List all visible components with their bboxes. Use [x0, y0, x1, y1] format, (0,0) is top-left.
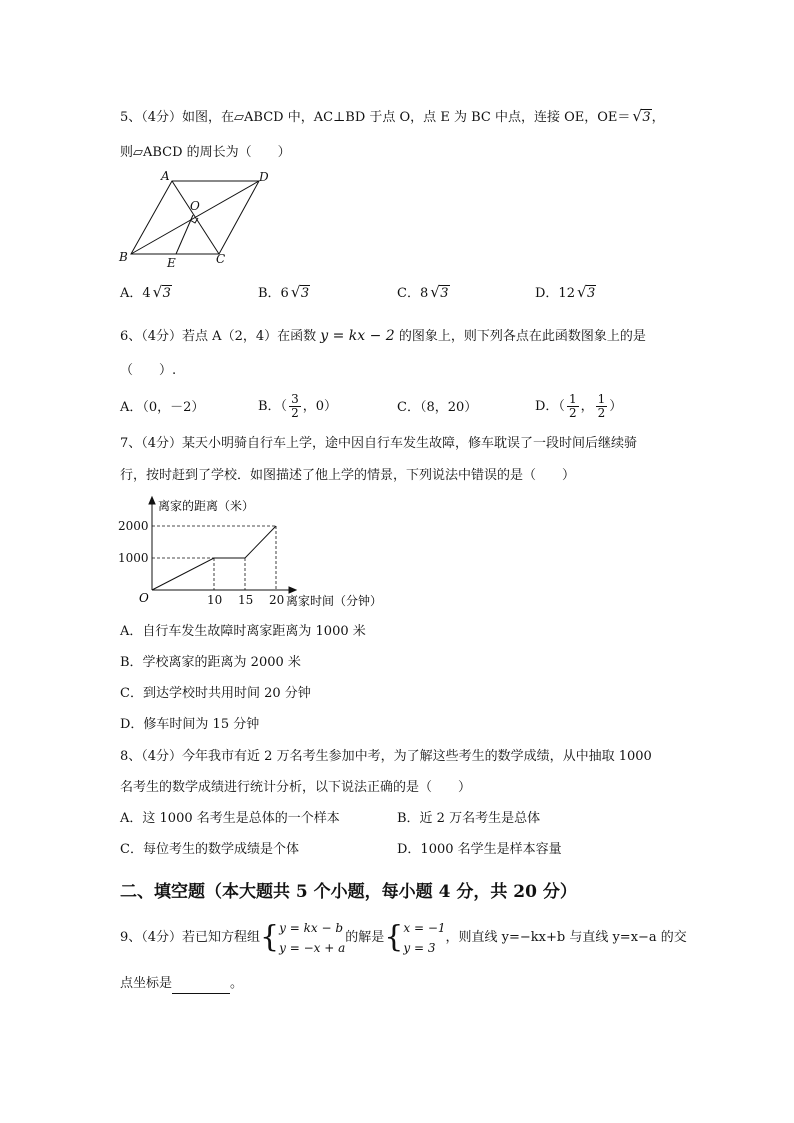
q5-line2: 则▱ABCD 的周长为（ ）	[120, 145, 291, 160]
q5-option-a	[120, 283, 172, 305]
q6-text-post: 的图象上，则下列各点在此函数图象上的是	[398, 329, 646, 344]
option-text: A．4	[120, 286, 151, 301]
label-e: E	[167, 256, 176, 270]
q5-option-c	[397, 283, 450, 305]
numerator: 1	[597, 392, 606, 406]
y-tick-label: 2000	[118, 519, 149, 533]
option-text: ，0）	[302, 399, 337, 414]
q6-line2: （ ）.	[120, 363, 177, 378]
option-text: B．（	[258, 399, 288, 414]
label-b: B	[119, 250, 128, 264]
solution-2: y = 3	[403, 940, 436, 955]
radicand: 3	[300, 286, 310, 301]
q7-option-d: D．修车时间为 15 分钟	[120, 717, 260, 732]
q6-line1	[120, 326, 646, 347]
q6-option-a: A．（0，－2）	[120, 400, 205, 415]
q8-option-c: C．每位考生的数学成绩是个体	[120, 842, 299, 857]
numerator: 1	[568, 392, 577, 406]
solution-system	[403, 918, 445, 958]
option-text: ）	[609, 399, 623, 414]
fraction	[596, 393, 608, 420]
q9-text-pre: 9、（4分）若已知方程组	[120, 930, 261, 945]
label-d: D	[259, 170, 269, 184]
q9-line2	[120, 974, 243, 994]
solution-1: x = −1	[403, 920, 446, 935]
label-c: C	[216, 252, 226, 266]
q9-line1	[120, 915, 687, 961]
q5-text: 5、（4分）如图，在▱ABCD 中，AC⊥BD 于点 O，点 E 为 BC 中点，连接 OE，OE＝	[120, 110, 631, 125]
x-tick-label: 10	[207, 593, 223, 607]
q5-radicand: 3	[642, 110, 651, 125]
parallelogram-figure	[114, 168, 284, 273]
q5-option-d	[535, 283, 596, 305]
denominator: 2	[597, 406, 606, 420]
q8-line1: 8、（4分）今年我市有近 2 万名考生参加中考，为了解这些考生的数学成绩，从中抽取 1000	[120, 749, 652, 764]
q9-text: 点坐标是	[120, 976, 173, 991]
sqrt-symbol	[153, 283, 172, 305]
equation-2: y = −x + a	[279, 940, 346, 955]
q6-option-b	[258, 392, 337, 422]
q7-option-a: A．自行车发生故障时离家距离为 1000 米	[120, 624, 366, 639]
q5-text-end: ，	[651, 110, 665, 125]
denominator: 2	[568, 406, 577, 420]
q9-text-mid: 的解是	[345, 930, 385, 945]
q9-text-end: 。	[230, 976, 244, 991]
option-text: ，	[580, 399, 594, 414]
q7-option-c: C．到达学校时共用时间 20 分钟	[120, 686, 311, 701]
option-text: D．（	[535, 399, 565, 414]
sqrt-symbol	[430, 283, 449, 305]
radicand: 3	[440, 286, 449, 301]
fraction	[289, 393, 301, 420]
radicand: 3	[162, 286, 171, 301]
section-heading: 二、填空题（本大题共 5 个小题，每小题 4 分，共 20 分）	[120, 882, 577, 902]
q7-line1: 7、（4分）某天小明骑自行车上学，途中因自行车发生故障，修车耽误了一段时间后继续骑	[120, 436, 638, 451]
q6-text-pre: 6、（4分）若点 A（2，4）在函数	[120, 329, 317, 344]
sqrt-symbol	[632, 108, 651, 128]
option-text: C．8	[397, 286, 429, 301]
origin-label: O	[139, 591, 149, 605]
label-o: O	[190, 199, 200, 213]
q8-line2: 名考生的数学成绩进行统计分析，以下说法正确的是（ ）	[120, 780, 472, 795]
q8-option-b: B．近 2 万名考生是总体	[397, 811, 541, 826]
q8-option-a: A．这 1000 名考生是总体的一个样本	[120, 811, 340, 826]
q7-option-b: B．学校离家的距离为 2000 米	[120, 655, 301, 670]
radicand: 3	[586, 286, 596, 301]
left-brace: {	[260, 919, 280, 955]
y-tick-label: 1000	[118, 551, 149, 565]
diagonal-bd	[131, 181, 259, 254]
q6-option-d	[535, 392, 622, 422]
option-text: B．6	[258, 286, 289, 301]
label-a: A	[161, 169, 170, 183]
distance-time-chart	[110, 495, 410, 615]
equation-1: y = kx − b	[279, 920, 344, 935]
answer-blank[interactable]	[172, 979, 230, 994]
sqrt-symbol	[577, 283, 596, 305]
y-axis-arrow	[149, 497, 155, 504]
option-text: D．12	[535, 286, 575, 301]
q6-option-c: C．（8，20）	[397, 400, 478, 415]
y-axis-label: 离家的距离（米）	[158, 499, 255, 513]
q7-line2: 行，按时赶到了学校．如图描述了他上学的情景，下列说法中错误的是（ ）	[120, 468, 576, 483]
x-axis-label: 离家时间（分钟）	[286, 594, 383, 608]
sqrt-symbol	[291, 283, 310, 305]
x-tick-label: 15	[238, 593, 254, 607]
q9-text-post: ，则直线 y=−kx+b 与直线 y=x−a 的交	[445, 930, 687, 945]
q5-option-b	[258, 283, 310, 305]
q8-option-d: D．1000 名学生是样本容量	[397, 842, 562, 857]
q6-formula: y = kx − 2	[320, 328, 395, 344]
equation-system	[279, 918, 345, 958]
x-axis-arrow	[289, 587, 296, 593]
denominator: 2	[291, 406, 299, 420]
x-tick-label: 20	[269, 593, 285, 607]
left-brace: {	[384, 919, 404, 955]
numerator: 3	[291, 392, 299, 406]
fraction	[567, 393, 579, 420]
q5-line1	[120, 108, 665, 128]
